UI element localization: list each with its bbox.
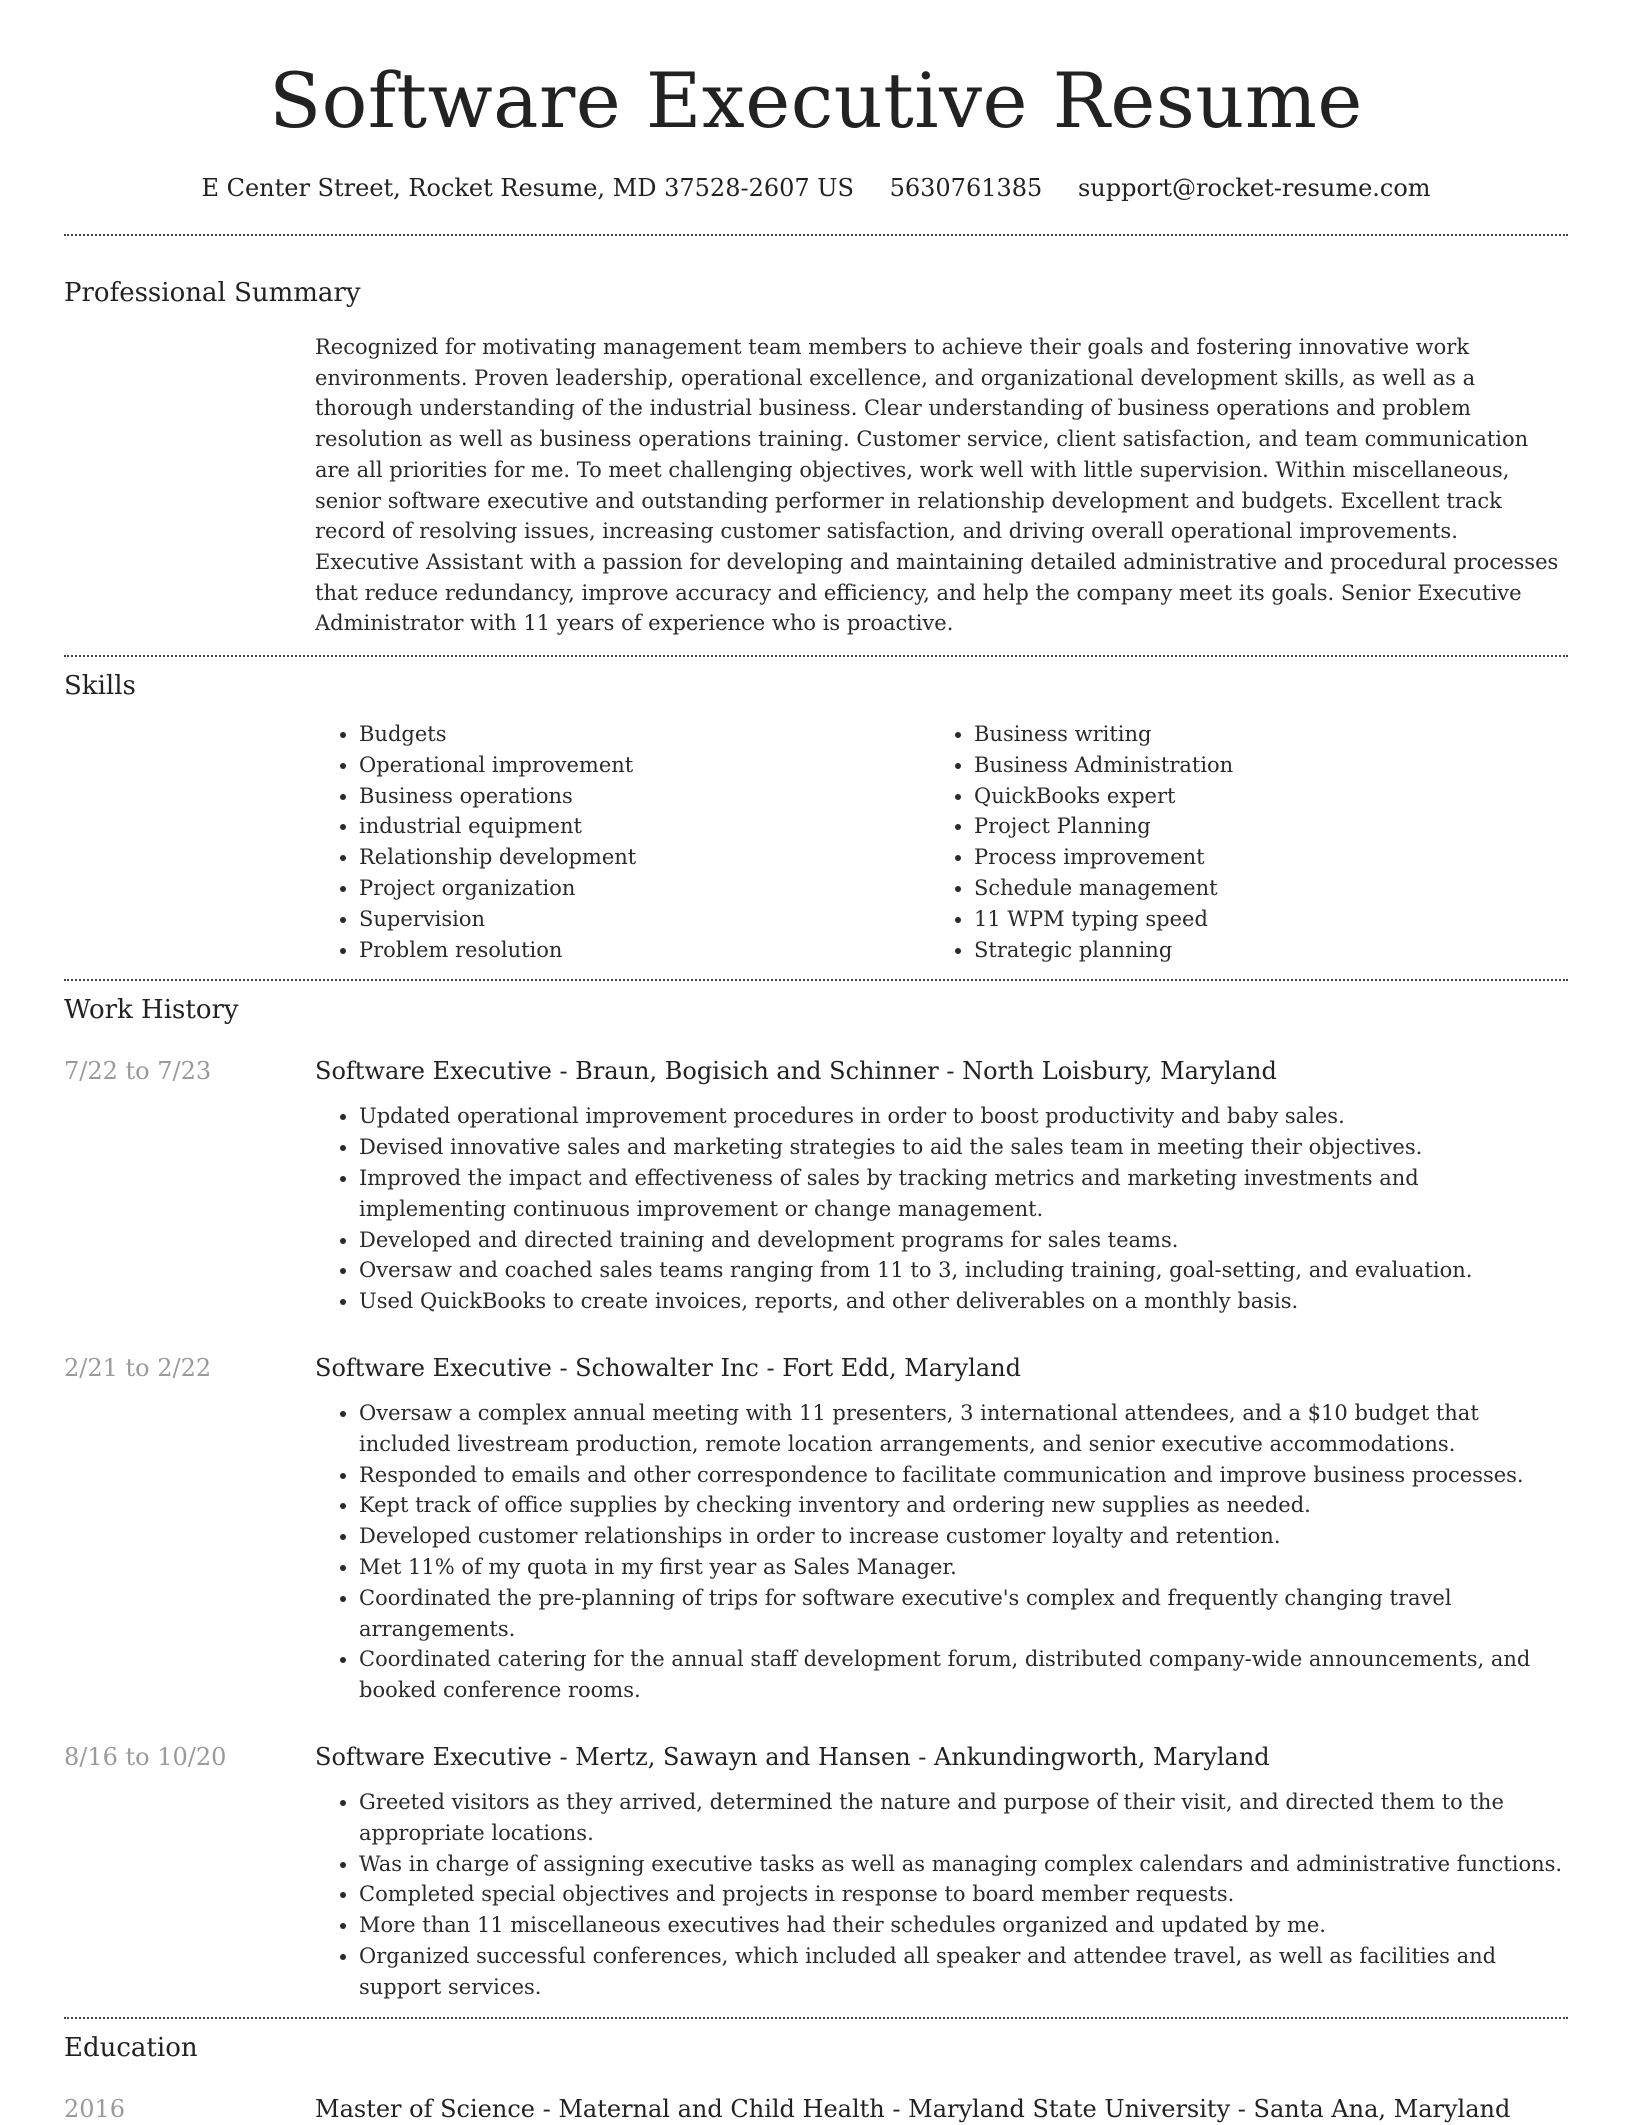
section-title-education: Education (64, 2032, 198, 2063)
skills-list (315, 719, 1568, 965)
skills-column-right (930, 719, 1545, 965)
skill-item: • Business writing (974, 719, 1545, 750)
skill-item: • Relationship development (359, 842, 930, 873)
skill-item: • 11 WPM typing speed (974, 904, 1545, 935)
contact-email: support@rocket-resume.com (1077, 174, 1431, 202)
job-bullet: • Was in charge of assigning executive tasks as well as managing complex calendars and administrative functions. (359, 1849, 1568, 1880)
job-date: 2/21 to 2/22 (64, 1353, 212, 1382)
job-bullet-list (315, 1398, 1568, 1706)
job-details (315, 1352, 1568, 1706)
skill-item: • Business Administration (974, 750, 1545, 781)
job-bullet: • Updated operational improvement procedures in order to boost productivity and baby sales. (359, 1101, 1568, 1132)
section-title-skills: Skills (64, 671, 136, 702)
skill-item: • Problem resolution (359, 935, 930, 966)
job-details (315, 1741, 1568, 2003)
job-details (315, 1055, 1568, 1317)
skill-item: • QuickBooks expert (974, 781, 1545, 812)
job-bullet: • Devised innovative sales and marketing strategies to aid the sales team in meeting their objectives. (359, 1132, 1568, 1163)
resume-title: Software Executive Resume (269, 56, 1363, 145)
job-entry (64, 1352, 1568, 1706)
skill-item: • Project organization (359, 873, 930, 904)
job-bullet: • Met 11% of my quota in my first year as Sales Manager. (359, 1552, 1568, 1583)
education-entry (64, 2093, 1568, 2125)
resume-page (64, 0, 1568, 2125)
job-bullet: • Oversaw and coached sales teams ranging from 11 to 3, including training, goal-setting, and evaluation. (359, 1255, 1568, 1286)
summary-text: Recognized for motivating management team members to achieve their goals and fostering innovative work environments. Proven leadership, operational excellence, and organizational development skills, as well as a thorough understanding of the industrial business. Clear understanding of business operations and problem resolution as well as business operations training. Customer service, client satisfaction, and team communication are all priorities for me. To meet challenging objectives, work well with little supervision. Within miscellaneous, senior software executive and outstanding performer in relationship development and budgets. Excellent track record of resolving issues, increasing customer satisfaction, and driving overall operational improvements. Executive Assistant with a passion for developing and maintaining detailed administrative and procedural processes that reduce redundancy, improve accuracy and efficiency, and help the company meet its goals. Senior Executive Administrator with 11 years of experience who is proactive. (315, 335, 1559, 636)
job-heading: Software Executive - Schowalter Inc - Fort Edd, Maryland (315, 1353, 1021, 1382)
divider (64, 655, 1568, 657)
education-date: 2016 (64, 2094, 126, 2123)
job-heading: Software Executive - Mertz, Sawayn and Hansen - Ankundingworth, Maryland (315, 1742, 1270, 1771)
job-bullet: • Completed special objectives and projects in response to board member requests. (359, 1879, 1568, 1910)
contact-address: E Center Street, Rocket Resume, MD 37528-2607 US (201, 174, 854, 202)
skill-item: • Supervision (359, 904, 930, 935)
job-bullet: • Coordinated the pre-planning of trips for software executive's complex and frequently changing travel arrangements. (359, 1583, 1568, 1645)
job-entry (64, 1055, 1568, 1317)
skill-item: • Project Planning (974, 811, 1545, 842)
education-details (315, 2093, 1568, 2125)
job-entry (64, 1741, 1568, 2003)
job-bullet: • Developed and directed training and development programs for sales teams. (359, 1225, 1568, 1256)
job-date: 7/22 to 7/23 (64, 1057, 212, 1086)
job-bullet: • Greeted visitors as they arrived, determined the nature and purpose of their visit, and directed them to the appropriate locations. (359, 1787, 1568, 1849)
job-bullet: • Used QuickBooks to create invoices, reports, and other deliverables on a monthly basis. (359, 1286, 1568, 1317)
skill-item: • Business operations (359, 781, 930, 812)
job-bullet: • Oversaw a complex annual meeting with 11 presenters, 3 international attendees, and a $10 budget that included livestream production, remote location arrangements, and senior executive accommodations. (359, 1398, 1568, 1460)
job-heading: Software Executive - Braun, Bogisich and Schinner - North Loisbury, Maryland (315, 1057, 1277, 1086)
job-bullet: • Organized successful conferences, which included all speaker and attendee travel, as well as facilities and support services. (359, 1941, 1568, 2003)
job-bullet: • Improved the impact and effectiveness of sales by tracking metrics and marketing investments and implementing continuous improvement or change management. (359, 1163, 1568, 1225)
job-bullet: • Kept track of office supplies by checking inventory and ordering new supplies as needed. (359, 1490, 1568, 1521)
job-bullet: • Responded to emails and other correspondence to facilitate communication and improve business processes. (359, 1460, 1568, 1491)
job-bullet: • More than 11 miscellaneous executives had their schedules organized and updated by me. (359, 1910, 1568, 1941)
skill-item: • Strategic planning (974, 935, 1545, 966)
job-bullet: • Coordinated catering for the annual staff development forum, distributed company-wide announcements, and booked conference rooms. (359, 1644, 1568, 1706)
contact-line (64, 172, 1568, 204)
job-date: 8/16 to 10/20 (64, 1742, 227, 1771)
job-bullet-list (315, 1787, 1568, 2003)
skill-item: • Schedule management (974, 873, 1545, 904)
section-title-work-history: Work History (64, 995, 239, 1026)
job-bullet-list (315, 1101, 1568, 1317)
education-heading: Master of Science - Maternal and Child Health - Maryland State University - Santa Ana, Maryland (315, 2094, 1511, 2123)
job-bullet: • Developed customer relationships in order to increase customer loyalty and retention. (359, 1521, 1568, 1552)
skills-column-left (315, 719, 930, 965)
divider (64, 2017, 1568, 2019)
skill-item: • Operational improvement (359, 750, 930, 781)
contact-phone: 5630761385 (889, 174, 1043, 202)
divider (64, 979, 1568, 981)
skill-item: • industrial equipment (359, 811, 930, 842)
section-title-summary: Professional Summary (64, 278, 361, 308)
divider (64, 234, 1568, 236)
skill-item: • Budgets (359, 719, 930, 750)
skill-item: • Process improvement (974, 842, 1545, 873)
